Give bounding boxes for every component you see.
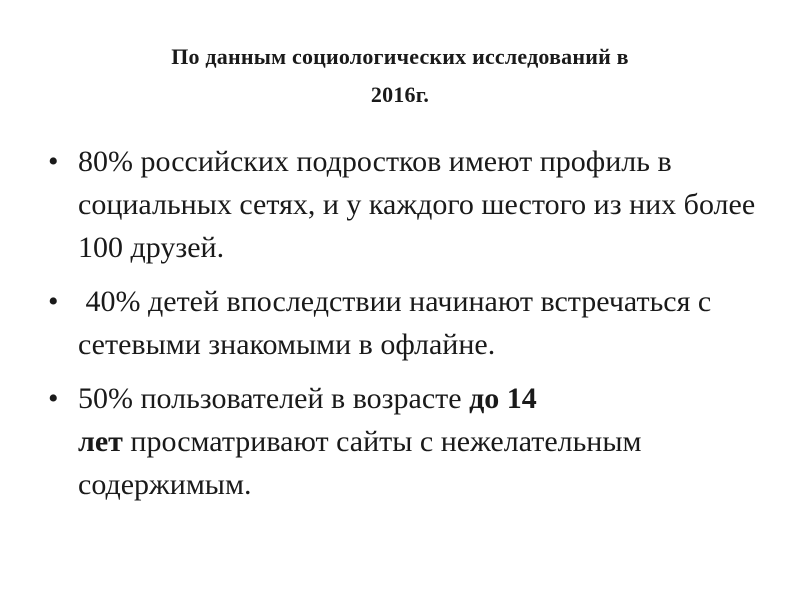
- slide-title-line-1: По данным социологических исследований в: [171, 44, 629, 69]
- bullet-dot-icon: •: [48, 145, 59, 178]
- bullet-text-3-bold-age: до 14: [469, 382, 537, 415]
- bullet-dot-icon: •: [48, 285, 59, 318]
- bullet-item-3: [48, 377, 768, 506]
- bullet-item-1: [48, 140, 768, 269]
- slide-title: [60, 38, 740, 114]
- bullet-list: [48, 140, 768, 517]
- bullet-text-3-start: 50% пользователей в возрасте: [78, 382, 470, 415]
- bullet-text-3-end: просматривают сайты с нежелательным содержимым.: [78, 425, 642, 501]
- bullet-dot-icon: •: [48, 382, 59, 415]
- bullet-text-1: 80% российских подростков имеют профиль в социальных сетях, и у каждого шестого из них более 100 друзей.: [78, 145, 756, 264]
- bullet-text-3-bold-years: лет: [78, 425, 123, 458]
- bullet-text-2: 40% детей впоследствии начинают встречаться с сетевыми знакомыми в офлайне.: [78, 285, 719, 361]
- bullet-item-2: [48, 280, 768, 366]
- slide-title-line-2: 2016г.: [370, 82, 430, 107]
